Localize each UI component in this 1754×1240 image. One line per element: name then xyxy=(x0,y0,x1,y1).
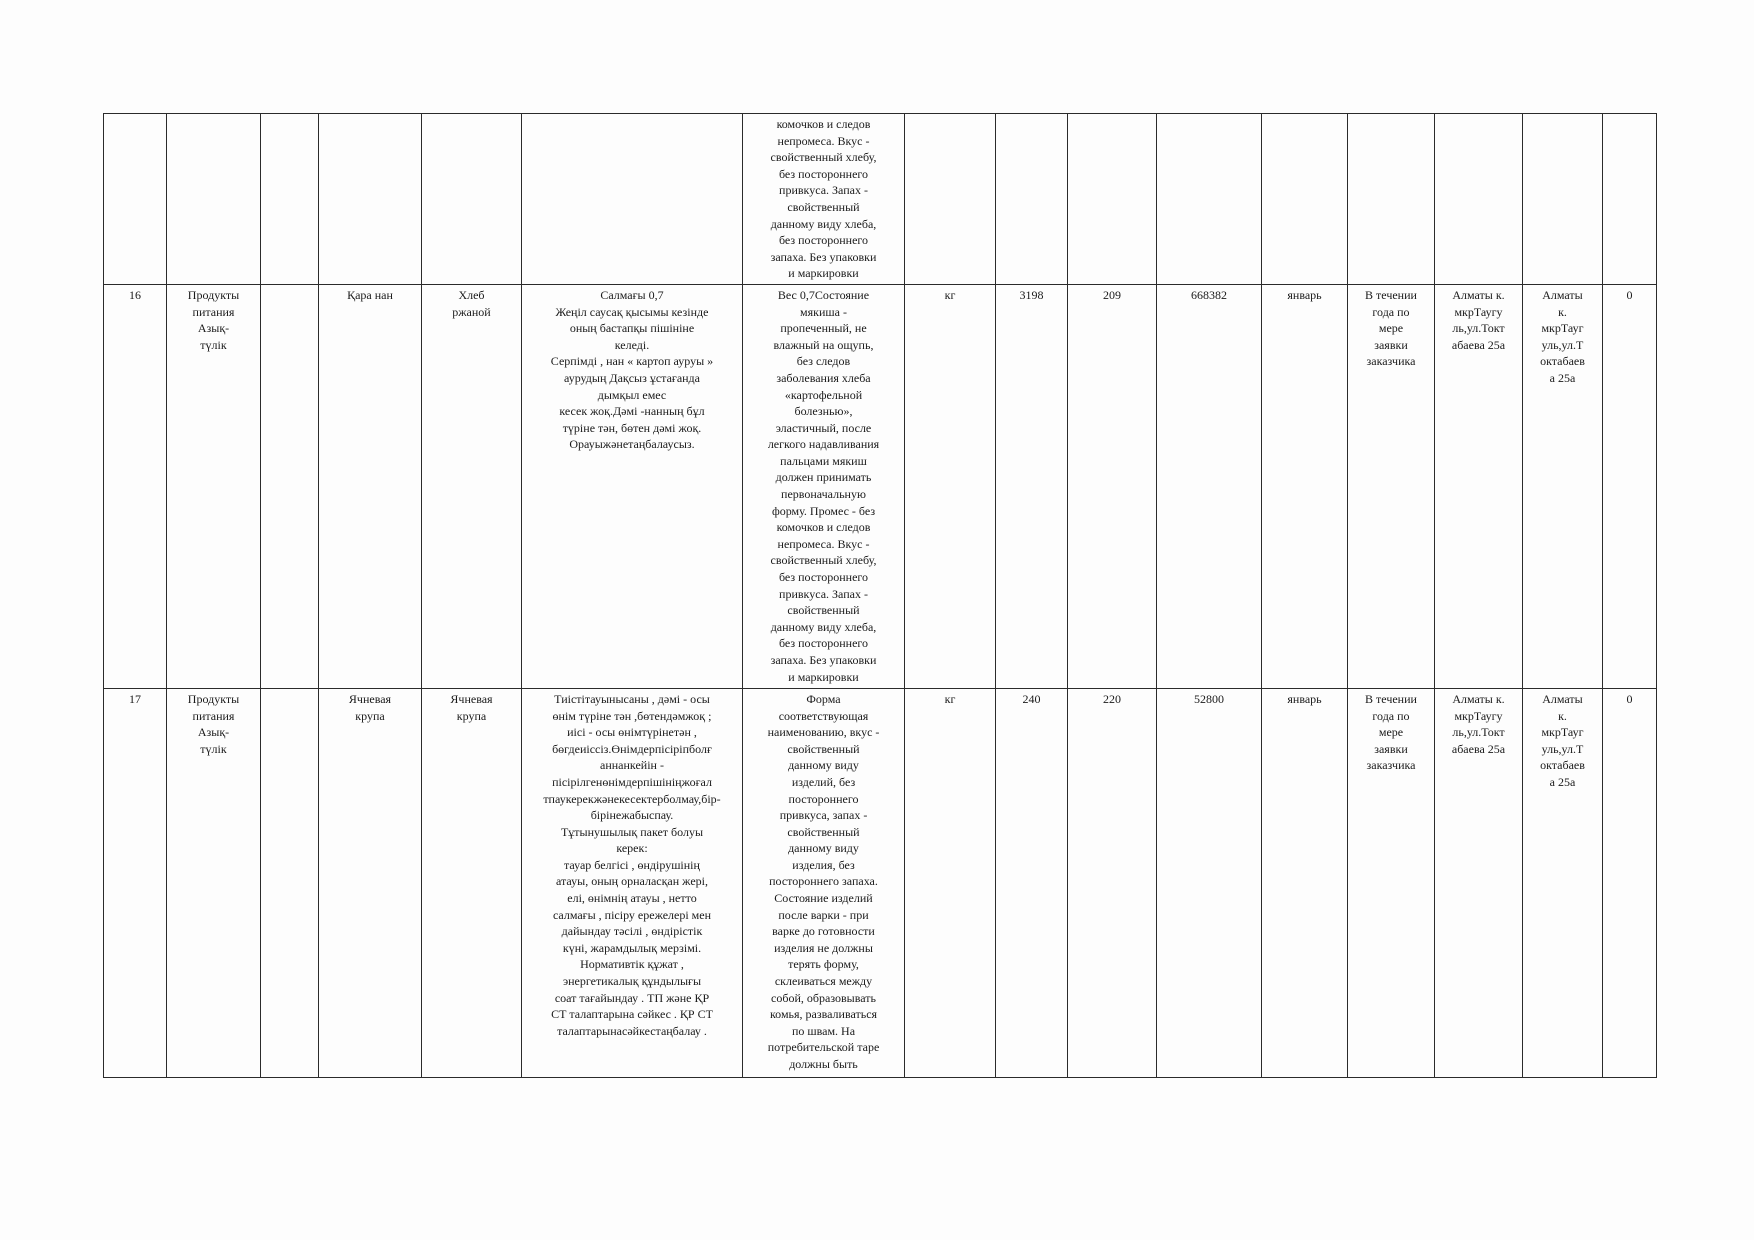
cell-name-ru: Ячневая крупа xyxy=(422,688,522,1077)
cell-delivery-term: В течении года по мере заявки заказчика xyxy=(1348,688,1435,1077)
cell-quantity: 3198 xyxy=(996,284,1068,688)
cell-requirements-ru: комочков и следов непромеса. Вкус - свойственный хлебу, без постороннего привкуса. Запах - свойственный данному виду хлеба, без постороннего запаха. Без упаковки и маркировки xyxy=(743,114,905,285)
cell-quantity xyxy=(996,114,1068,285)
cell-unit xyxy=(905,114,996,285)
cell-month: январь xyxy=(1262,688,1348,1077)
cell-month xyxy=(1262,114,1348,285)
procurement-table xyxy=(103,113,1657,1078)
cell-requirements-kz: Тиістітауынысаны , дәмі - осы өнім түріне тән ,бөтендәмжоқ ; иісі - осы өнімтүрінетән , бөгдеиіссіз.Өнімдерпісіріпболғ аннанкейін - пісірілгенөнімдерпішініңжоғал тпаукерекжәнекесектерболмау,бір- бірінежабыспау. Тұтынушылық пакет болуы керек: тауар белгісі , өндірушінің атауы, оның орналасқан жері, елі, өнімнің атауы , нетто салмағы , пісіру ережелері мен дайындау тәсілі , өндірістік күні, жарамдылық мерзімі. Нормативтік құжат , энергетикалық құндылығы соат тағайындау . ТП және ҚР СТ талаптарына сәйкес . ҚР СТ талаптарынасәйкестаңбалау . xyxy=(522,688,743,1077)
cell-advance xyxy=(1603,114,1657,285)
cell-category: Продукты питания Азық- түлік xyxy=(167,688,261,1077)
cell-code xyxy=(261,688,319,1077)
cell-name-ru xyxy=(422,114,522,285)
cell-price: 209 xyxy=(1068,284,1157,688)
cell-place-2: Алматы к. мкрТауг уль,ул.Т октабаев а 25а xyxy=(1523,284,1603,688)
cell-name-ru: Хлеб ржаной xyxy=(422,284,522,688)
cell-place-2: Алматы к. мкрТауг уль,ул.Т октабаев а 25а xyxy=(1523,688,1603,1077)
cell-name-kz: Ячневая крупа xyxy=(319,688,422,1077)
cell-unit: кг xyxy=(905,688,996,1077)
cell-place-1 xyxy=(1435,114,1523,285)
cell-category: Продукты питания Азық- түлік xyxy=(167,284,261,688)
cell-no xyxy=(104,114,167,285)
cell-requirements-kz: Салмағы 0,7 Жеңіл саусақ қысымы кезінде оның бастапқы пішініне келеді. Серпімді , нан « картоп ауруы » аурудың Дақсыз ұстағанда дымқыл емес кесек жоқ.Дәмі -нанның бұл түріне тән, бөтен дәмі жоқ. Орауыжәнетаңбалаусыз. xyxy=(522,284,743,688)
cell-no: 16 xyxy=(104,284,167,688)
cell-place-2 xyxy=(1523,114,1603,285)
cell-requirements-kz xyxy=(522,114,743,285)
cell-code xyxy=(261,284,319,688)
cell-category xyxy=(167,114,261,285)
cell-name-kz: Қара нан xyxy=(319,284,422,688)
cell-requirements-ru: Вес 0,7Состояние мякиша - пропеченный, не влажный на ощупь, без следов заболевания хлеба «картофельной болезнью», эластичный, после легкого надавливания пальцами мякиш должен принимать первоначальную форму. Промес - без комочков и следов непромеса. Вкус - свойственный хлебу, без постороннего привкуса. Запах - свойственный данному виду хлеба, без постороннего запаха. Без упаковки и маркировки xyxy=(743,284,905,688)
cell-amount: 52800 xyxy=(1157,688,1262,1077)
cell-code xyxy=(261,114,319,285)
cell-delivery-term: В течении года по мере заявки заказчика xyxy=(1348,284,1435,688)
cell-price: 220 xyxy=(1068,688,1157,1077)
cell-place-1: Алматы к. мкрТаугу ль,ул.Токт абаева 25а xyxy=(1435,284,1523,688)
cell-name-kz xyxy=(319,114,422,285)
cell-month: январь xyxy=(1262,284,1348,688)
table-row xyxy=(104,284,1657,688)
table-row xyxy=(104,688,1657,1077)
cell-amount: 668382 xyxy=(1157,284,1262,688)
cell-requirements-ru: Форма соответствующая наименованию, вкус - свойственный данному виду изделий, без постороннего привкуса, запах - свойственный данному виду изделия, без постороннего запаха. Состояние изделий после варки - при варке до готовности изделия не должны терять форму, склеиваться между собой, образовывать комья, разваливаться по швам. На потребительской таре должны быть xyxy=(743,688,905,1077)
cell-quantity: 240 xyxy=(996,688,1068,1077)
cell-delivery-term xyxy=(1348,114,1435,285)
cell-advance: 0 xyxy=(1603,284,1657,688)
cell-unit: кг xyxy=(905,284,996,688)
cell-price xyxy=(1068,114,1157,285)
table-row-continuation xyxy=(104,114,1657,285)
cell-amount xyxy=(1157,114,1262,285)
cell-no: 17 xyxy=(104,688,167,1077)
cell-place-1: Алматы к. мкрТаугу ль,ул.Токт абаева 25а xyxy=(1435,688,1523,1077)
cell-advance: 0 xyxy=(1603,688,1657,1077)
